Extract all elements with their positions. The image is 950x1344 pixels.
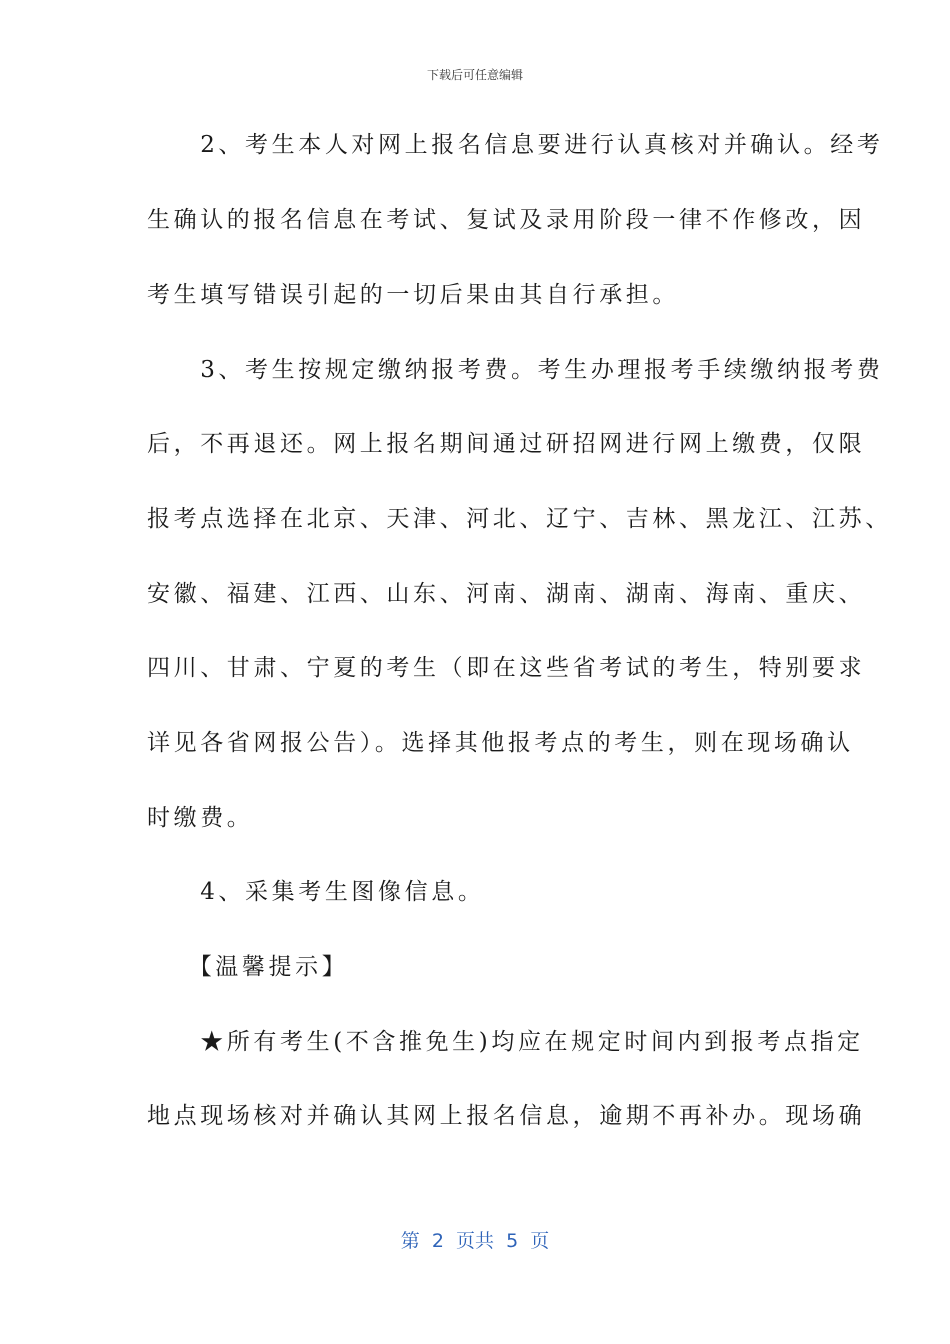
page-number-footer: 第 2 页共 5 页 — [400, 1230, 550, 1252]
body-line: 【温馨提示】 — [147, 954, 349, 980]
body-line: ★所有考生(不含推免生)均应在规定时间内到报考点指定 — [147, 1029, 864, 1055]
body-line: 四川、甘肃、宁夏的考生（即在这些省考试的考生，特别要求 — [147, 655, 866, 681]
body-line: 考生填写错误引起的一切后果由其自行承担。 — [147, 282, 679, 308]
body-line: 报考点选择在北京、天津、河北、辽宁、吉林、黑龙江、江苏、 — [147, 506, 892, 532]
body-line: 安徽、福建、江西、山东、河南、湖南、湖南、海南、重庆、 — [147, 581, 866, 607]
body-line: 详见各省网报公告）。选择其他报考点的考生，则在现场确认 — [147, 730, 854, 756]
body-line: 4、采集考生图像信息。 — [147, 879, 485, 905]
body-line: 生确认的报名信息在考试、复试及录用阶段一律不作修改，因 — [147, 207, 866, 233]
body-line: 时缴费。 — [147, 805, 254, 831]
body-line: 2、考生本人对网上报名信息要进行认真核对并确认。经考 — [147, 132, 884, 158]
body-line: 后，不再退还。网上报名期间通过研招网进行网上缴费，仅限 — [147, 431, 866, 457]
body-line: 3、考生按规定缴纳报考费。考生办理报考手续缴纳报考费 — [147, 357, 884, 383]
body-line: 地点现场核对并确认其网上报名信息，逾期不再补办。现场确 — [147, 1103, 866, 1129]
page-header: 下载后可任意编辑 — [426, 68, 523, 82]
